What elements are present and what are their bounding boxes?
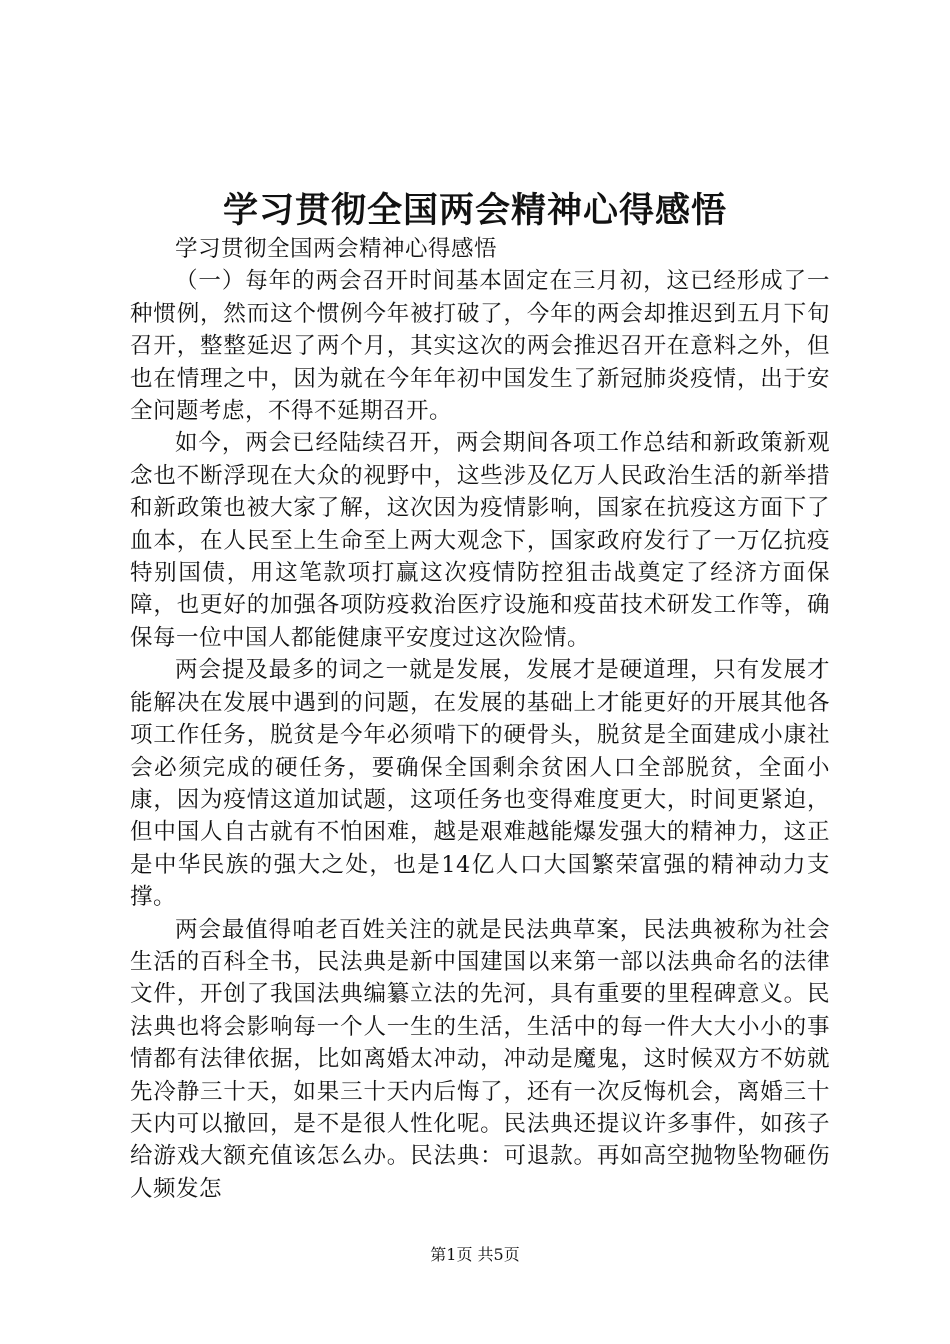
- paragraph-subtitle: 学习贯彻全国两会精神心得感悟: [175, 236, 498, 262]
- document-title: 学习贯彻全国两会精神心得感悟: [222, 190, 727, 231]
- paragraph-1: （一）每年的两会召开时间基本固定在三月初，这已经形成了一种惯例，然而这个惯例今年被打破了，今年的两会却推迟到五月下旬召开，整整延迟了两个月，其实这次的两会推迟召开在意料之外，但也在情理之中，因为就在今年年初中国发生了新冠肺炎疫情，出于安全问题考虑，不得不延期召开。: [130, 268, 830, 425]
- paragraph-2: 如今，两会已经陆续召开，两会期间各项工作总结和新政策新观念也不断浮现在大众的视野中，这些涉及亿万人民政治生活的新举措和新政策也被大家了解，这次因为疫情影响，国家在抗疫这方面下了血本，在人民至上生命至上两大观念下，国家政府发行了一万亿抗疫特别国债，用这笔款项打赢这次疫情防控狙击战奠定了经济方面保障，也更好的加强各项防疫救治医疗设施和疫苗技术研发工作等，确保每一位中国人都能健康平安度过这次险情。: [130, 430, 830, 651]
- paragraph-3: 两会提及最多的词之一就是发展，发展才是硬道理，只有发展才能解决在发展中遇到的问题，在发展的基础上才能更好的开展其他各项工作任务，脱贫是今年必须啃下的硬骨头，脱贫是全面建成小康社会必须完成的硬任务，要确保全国剩余贫困人口全部脱贫，全面小康，因为疫情这道加试题，这项任务也变得难度更大，时间更紧迫，但中国人自古就有不怕困难，越是艰难越能爆发强大的精神力，这正是中华民族的强大之处，也是14亿人口大国繁荣富强的精神动力支撑。: [130, 657, 830, 911]
- page-number-footer: 第1页 共5页: [430, 1245, 520, 1264]
- document-body: [130, 233, 830, 1205]
- paragraph-4: 两会最值得咱老百姓关注的就是民法典草案，民法典被称为社会生活的百科全书，民法典是新中国建国以来第一部以法典命名的法律文件，开创了我国法典编纂立法的先河，具有重要的里程碑意义。民法典也将会影响每一个人一生的生活，生活中的每一件大大小小的事情都有法律依据，比如离婚太冲动，冲动是魔鬼，这时候双方不妨就先冷静三十天，如果三十天内后悔了，还有一次反悔机会，离婚三十天内可以撤回，是不是很人性化呢。民法典还提议许多事件，如孩子给游戏大额充值该怎么办。民法典：可退款。再如高空抛物坠物砸伤人频发怎: [130, 916, 830, 1202]
